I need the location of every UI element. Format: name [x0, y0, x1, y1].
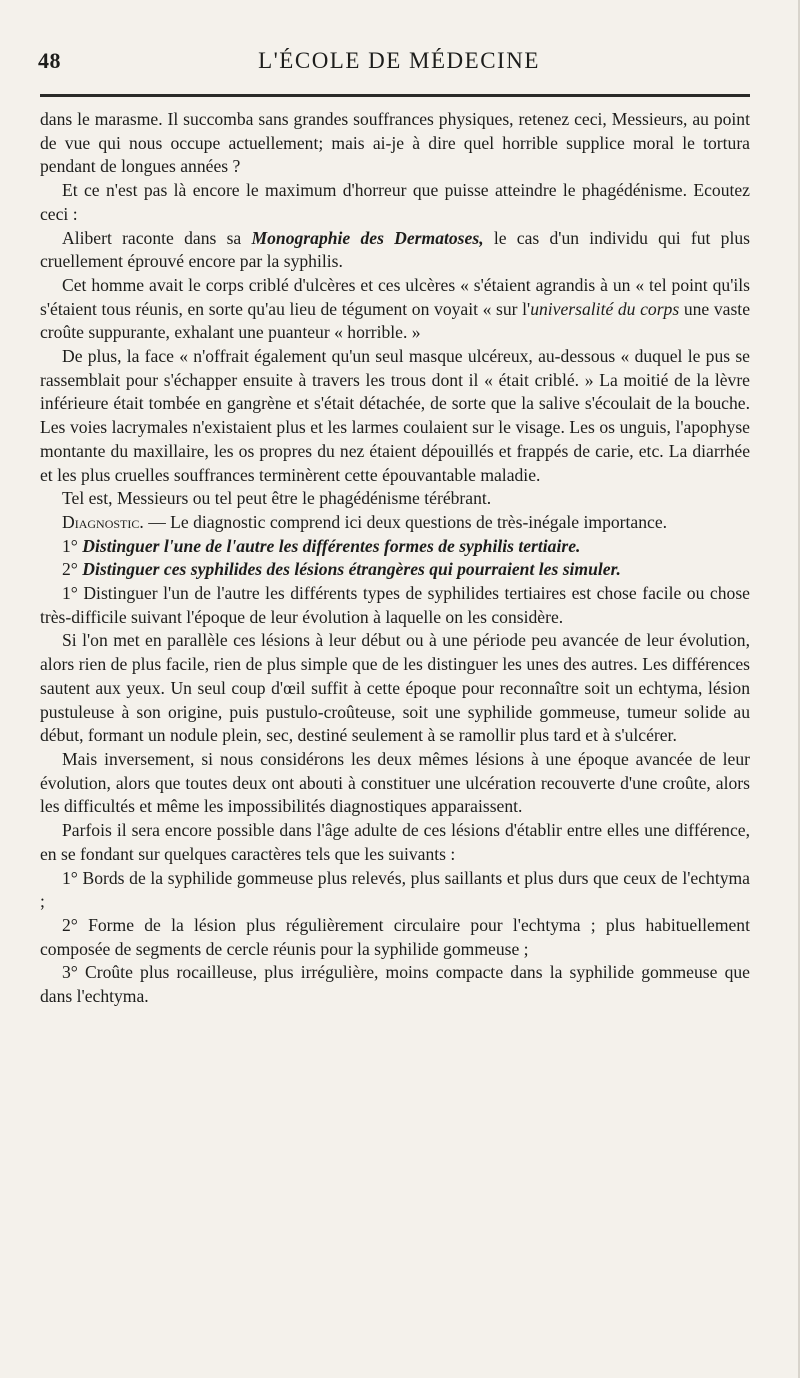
- text-span: Cet homme avait le corps criblé d'ulcères et ces ulcères « s'étaient agrandis à un « tel point qu'ils s'étaient tous réunis, en sorte qu'au lieu de tégument on voyait « sur l': [40, 274, 750, 319]
- paragraph: [40, 274, 750, 345]
- paragraph: 1° Bords de la syphilide gommeuse plus relevés, plus saillants et plus durs que ceux de l'echtyma ;: [40, 867, 750, 912]
- paragraph: Mais inversement, si nous considérons les deux mêmes lésions à une époque avancée de leur évolution, alors que toutes deux ont abouti à constituer une ulcération recouverte d'une croûte, alors les difficultés et même les impossibilités diagnostiques apparaissent.: [40, 748, 750, 817]
- running-title: L'ÉCOLE DE MÉDECINE: [258, 48, 540, 73]
- paragraph: [40, 511, 750, 535]
- paragraph: De plus, la face « n'offrait également qu'un seul masque ulcéreux, au-dessous « duquel le pus se rassemblait pour s'échapper ensuite à travers les trous dont il « était criblé. » La moitié de la lèvre inférieure était tombée en gangrène et s'était détachée, de sorte que la salive s'écoulait de la bouche. Les voies lacrymales n'existaient plus et les larmes coulaient sur le visage. Les os unguis, l'apophyse montante du maxillaire, les os propres du nez étaient dépouillés et frappés de carie, etc. La diarrhée et les plus cruelles souffrances terminèrent cette épouvantable maladie.: [40, 346, 750, 485]
- text-span: une vaste croûte suppurante, exhalant une puanteur « horrible. »: [40, 298, 750, 343]
- emphasis-text: universalité du corps: [530, 298, 680, 319]
- header-rule: [40, 94, 750, 97]
- paragraph: Si l'on met en parallèle ces lésions à leur début ou à une période peu avancée de leur évolution, alors rien de plus facile, rien de plus simple que de les distinguer les unes des autres. Les différences sautent aux yeux. Un seul coup d'œil suffit à cette époque pour reconnaître soit un echtyma, lésion pustuleuse à son origine, puis pustulo-croûteuse, soit une syphilide gommeuse, tumeur solide au début, formant un nodule plein, sec, destiné seulement à se ramollir plus tard et à s'ulcérer.: [40, 630, 750, 746]
- page-number: 48: [38, 48, 61, 73]
- paragraph: 2° Forme de la lésion plus régulièrement circulaire pour l'echtyma ; plus habituellement composée de segments de cercle réunis pour la syphilide gommeuse ;: [40, 914, 750, 959]
- text-span: Alibert raconte dans sa: [62, 227, 242, 248]
- book-title: Monographie des Dermatoses,: [251, 227, 484, 248]
- body-text: [40, 108, 750, 1009]
- text-span: le cas d'un individu qui fut plus cruellement éprouvé encore par la syphilis.: [40, 227, 751, 272]
- page-header: [38, 48, 760, 84]
- paragraph: dans le marasme. Il succomba sans grandes souffrances physiques, retenez ceci, Messieurs, au point de vue qui nous occupe actuellement; mais ai-je à dire quel horrible supplice moral le tortura pendant de longues années ?: [40, 109, 750, 177]
- paragraph: 3° Croûte plus rocailleuse, plus irrégulière, moins compacte dans la syphilide gommeuse que dans l'echtyma.: [40, 962, 750, 1007]
- paragraph: [40, 535, 750, 559]
- list-number: 2°: [62, 559, 78, 580]
- paragraph: 1° Distinguer l'un de l'autre les différents types de syphilides tertiaires est chose facile ou chose très-difficile suivant l'époque de leur évolution à laquelle on les considère.: [40, 583, 750, 627]
- emphasis-text: Distinguer ces syphilides des lésions étrangères qui pourraient les simuler.: [82, 559, 621, 580]
- text-span: — Le diagnostic comprend ici deux questions de très-inégale importance.: [148, 511, 668, 532]
- paragraph: [40, 227, 750, 274]
- paragraph: [40, 558, 750, 582]
- emphasis-text: Distinguer l'une de l'autre les différentes formes de syphilis tertiaire.: [82, 535, 581, 556]
- paragraph: Et ce n'est pas là encore le maximum d'horreur que puisse atteindre le phagédénisme. Ecoutez ceci :: [40, 180, 750, 224]
- paragraph: Parfois il sera encore possible dans l'âge adulte de ces lésions d'établir entre elles une différence, en se fondant sur quelques caractères tels que les suivants :: [40, 820, 750, 864]
- list-number: 1°: [62, 535, 78, 556]
- section-heading: Diagnostic.: [62, 511, 144, 532]
- paragraph: Tel est, Messieurs ou tel peut être le phagédénisme térébrant.: [62, 488, 492, 509]
